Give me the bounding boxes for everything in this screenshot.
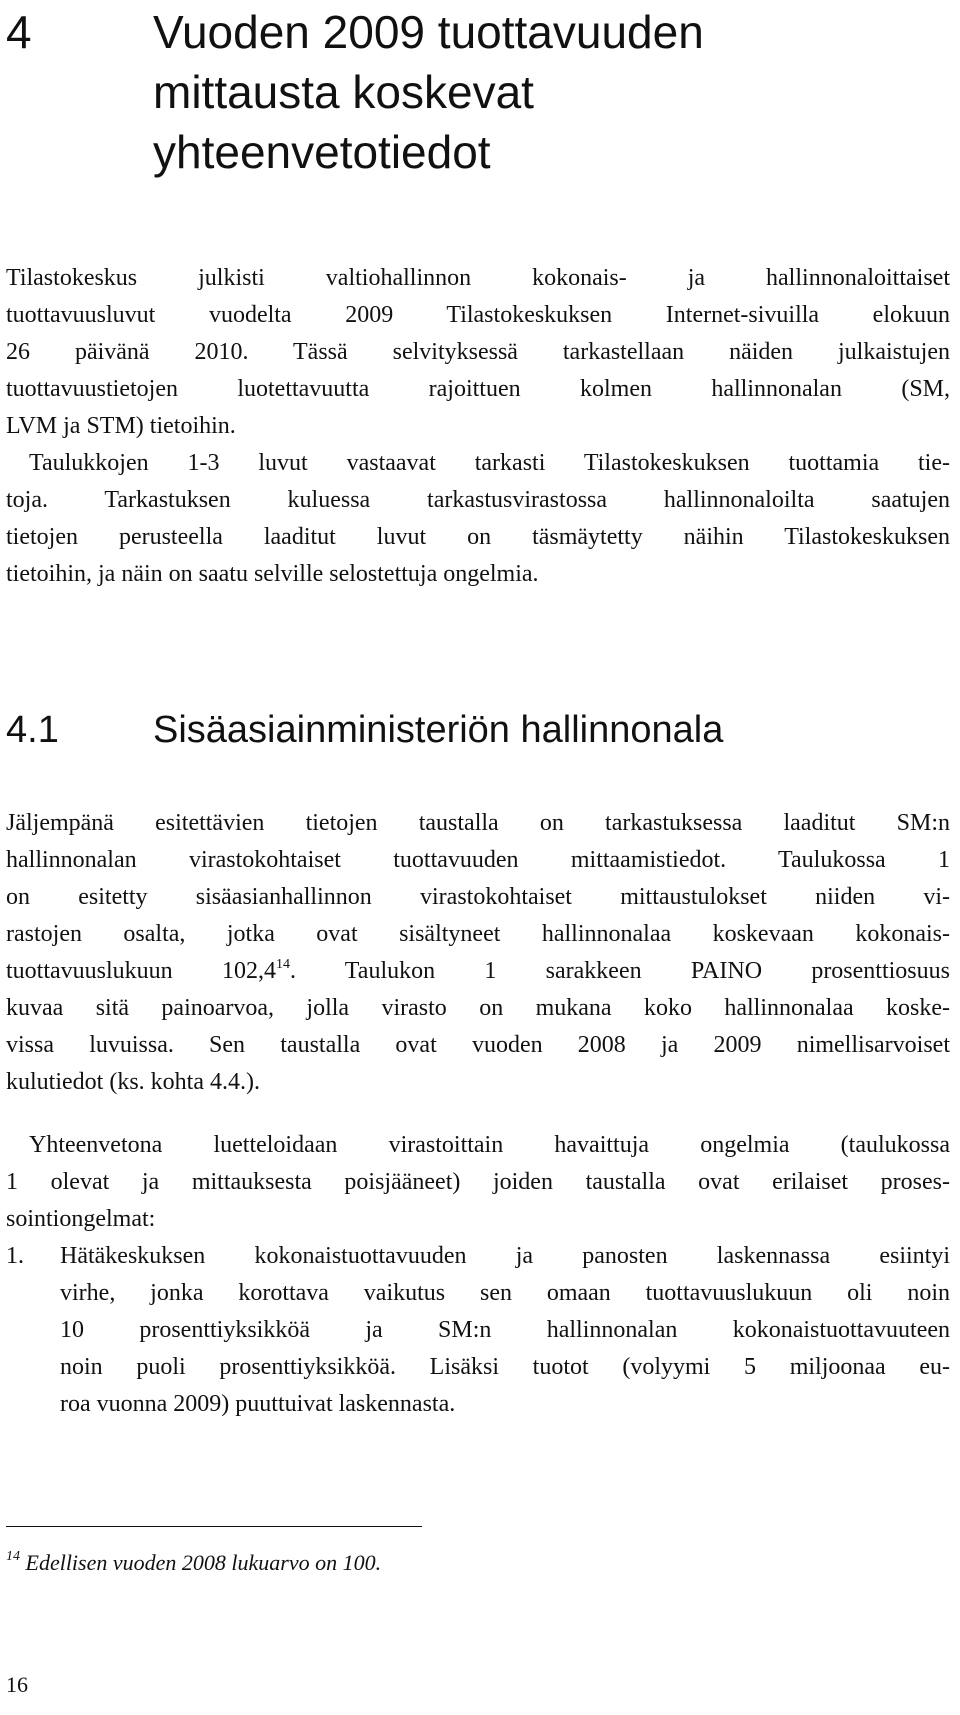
text-line: vissa luvuissa. Sen taustalla ovat vuoden 2008 ja 2009 nimellisarvoiset: [6, 1032, 950, 1058]
text-line: virhe, jonka korottava vaikutus sen omaan tuottavuuslukuun oli noin: [60, 1280, 950, 1306]
text-fragment: . Taulukon 1 sarakkeen PAINO prosenttiosuus: [289, 958, 950, 984]
text-line: kulutiedot (ks. kohta 4.4.).: [6, 1069, 260, 1095]
footnote-divider: [6, 1526, 422, 1527]
text-line: toja. Tarkastuksen kuluessa tarkastusvirastossa hallinnonaloilta saatujen: [6, 487, 950, 513]
text-line: Hätäkeskuksen kokonaistuottavuuden ja panosten laskennassa esiintyi: [60, 1243, 950, 1269]
intro-paragraph-1: [6, 260, 950, 445]
text-line: tuottavuustietojen luotettavuutta rajoittuen kolmen hallinnonalan (SM,: [6, 376, 950, 402]
text-line: tuottavuusluvut vuodelta 2009 Tilastokeskuksen Internet-sivuilla elokuun: [6, 302, 950, 328]
text-line: roa vuonna 2009) puuttuivat laskennasta.: [60, 1391, 456, 1417]
text-line: Yhteenvetona luetteloidaan virastoittain havaittuja ongelmia (taulukossa: [29, 1132, 950, 1158]
footnote: [6, 1548, 381, 1578]
chapter-title-line: Vuoden 2009 tuottavuuden: [153, 6, 704, 58]
text-line: sointiongelmat:: [6, 1206, 156, 1232]
text-line: noin puoli prosenttiyksikköä. Lisäksi tuotot (volyymi 5 miljoonaa eu-: [60, 1354, 950, 1380]
text-line: tietojen perusteella laaditut luvut on täsmäytetty näihin Tilastokeskuksen: [6, 524, 950, 550]
text-line: [6, 953, 950, 990]
page-number: 16: [6, 1672, 28, 1697]
footnote-text: Edellisen vuoden 2008 lukuarvo on 100.: [25, 1550, 382, 1575]
text-line: 10 prosenttiyksikköä ja SM:n hallinnonalan kokonaistuottavuuteen: [60, 1317, 950, 1343]
text-line: 1 olevat ja mittauksesta poisjääneet) joiden taustalla ovat erilaiset proses-: [6, 1169, 950, 1195]
text-line: Jäljempänä esitettävien tietojen taustalla on tarkastuksessa laaditut SM:n: [6, 810, 950, 836]
section-title: Sisäasiainministeriön hallinnonala: [153, 709, 724, 751]
chapter-title-line: yhteenvetotiedot: [153, 126, 491, 178]
section-paragraph-1: [6, 805, 950, 1101]
text-line: Taulukkojen 1-3 luvut vastaavat tarkasti Tilastokeskuksen tuottamia tie-: [29, 450, 950, 476]
text-line: hallinnonalan virastokohtaiset tuottavuuden mittaamistiedot. Taulukossa 1: [6, 847, 950, 873]
section-number: 4.1: [6, 709, 59, 751]
footnote-number: 14: [6, 1549, 20, 1564]
text-line: kuvaa sitä painoarvoa, jolla virasto on mukana koko hallinnonalaa koske-: [6, 995, 950, 1021]
text-line: LVM ja STM) tietoihin.: [6, 413, 236, 439]
section-paragraph-2: [6, 1127, 950, 1238]
text-fragment: tuottavuuslukuun 102,4: [6, 958, 276, 984]
text-line: tietoihin, ja näin on saatu selville selostettuja ongelmia.: [6, 561, 539, 587]
list-marker: 1.: [6, 1243, 24, 1269]
text-line: rastojen osalta, jotka ovat sisältyneet hallinnonalaa koskevaan kokonais-: [6, 921, 950, 947]
text-line: 26 päivänä 2010. Tässä selvityksessä tarkastellaan näiden julkaistujen: [6, 339, 950, 365]
footnote-reference: 14: [275, 957, 290, 972]
intro-paragraph-2: [6, 445, 950, 593]
chapter-title: [153, 2, 933, 182]
text-line: Tilastokeskus julkisti valtiohallinnon kokonais- ja hallinnonaloittaiset: [6, 265, 950, 291]
list-item-text: [60, 1238, 950, 1423]
chapter-number: 4: [6, 6, 32, 58]
chapter-title-line: mittausta koskevat: [153, 66, 534, 118]
text-line: on esitetty sisäasianhallinnon virastokohtaiset mittaustulokset niiden vi-: [6, 884, 950, 910]
